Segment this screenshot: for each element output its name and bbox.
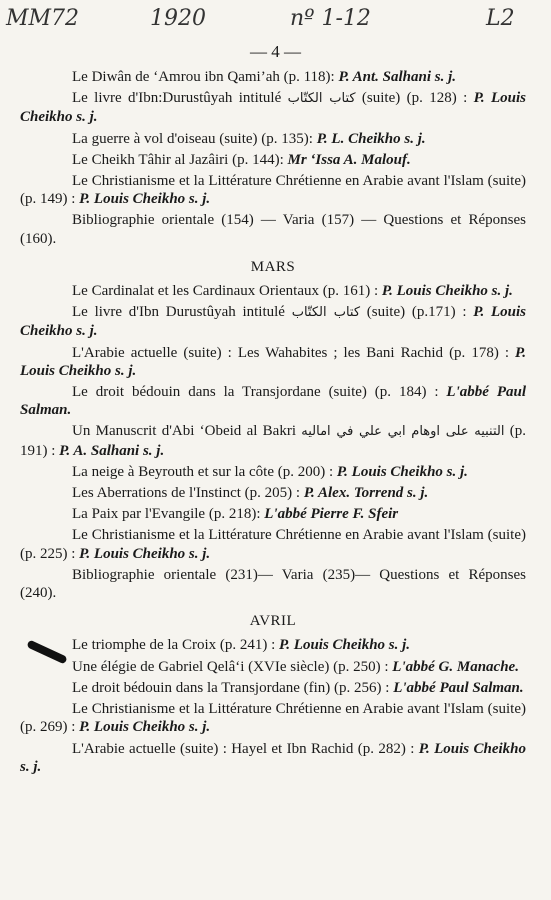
toc-entry: [20, 740, 526, 776]
entry-title: L'Arabie actuelle (suite) : Hayel et Ibn Rachid (p. 282) :: [72, 740, 419, 757]
handwritten-issue-range: nº 1-12: [290, 6, 371, 31]
toc-entry: [20, 505, 526, 523]
entry-author: P. Louis Cheikho s. j.: [336, 463, 468, 480]
arabic-title: كتاب الكتّاب: [287, 91, 356, 107]
handwritten-year: 1920: [150, 6, 206, 31]
entry-title: Le droit bédouin dans la Transjordane (suite) (p. 184) :: [72, 384, 447, 401]
entry-title: Bibliographie orientale (231)— Varia (235)— Questions et Réponses (240).: [20, 566, 526, 602]
toc-entry: [20, 130, 526, 148]
entry-author: P. Louis Cheikho s. j.: [79, 719, 211, 736]
toc-entry: [20, 211, 526, 247]
entry-title: Le droit bédouin dans la Transjordane (fin) (p. 256) :: [72, 679, 394, 696]
entry-author: P. Alex. Torrend s. j.: [303, 485, 429, 502]
handwritten-shelf-mark: L2: [486, 6, 515, 31]
entry-author: P. L. Cheikho s. j.: [316, 130, 426, 147]
toc-entry: [20, 700, 526, 736]
toc-entry: [20, 679, 526, 697]
toc-entry: [20, 151, 526, 169]
entry-title-continued: (p. 191) :: [20, 423, 526, 459]
toc-entry: [20, 68, 526, 86]
toc-entry: [20, 383, 526, 419]
toc-entry: [20, 89, 526, 126]
entry-title: Bibliographie orientale (154) — Varia (157) — Questions et Réponses (160).: [20, 212, 526, 247]
entry-author: P. Louis Cheikho s. j.: [20, 344, 526, 379]
entry-author: L'abbé Paul Salman.: [20, 384, 526, 419]
entry-author: P. Louis Cheikho s. j.: [79, 545, 211, 562]
entry-title: Les Aberrations de l'Instinct (p. 205) :: [72, 485, 304, 502]
entry-title: L'Arabie actuelle (suite) : Les Wahabites ; les Bani Rachid (p. 178) :: [72, 344, 516, 361]
toc-entry: [20, 282, 526, 300]
entry-author: P. A. Salhani s. j.: [59, 442, 165, 459]
entry-title: Le triomphe de la Croix (p. 241) :: [72, 637, 280, 654]
arabic-title: التنبيه على اوهام ابي علي في اماليه: [301, 424, 505, 440]
toc-entry: [20, 566, 526, 602]
entry-title: Le Christianisme et la Littérature Chrétienne en Arabie avant l'Islam (suite) (p. 225) :: [20, 527, 526, 562]
entry-author: P. Louis Cheikho s. j.: [279, 637, 411, 654]
toc-entry: [20, 172, 526, 208]
toc-entry: [20, 526, 526, 562]
entry-title: Le Diwân de ‘Amrou ibn Qami’ah (p. 118):: [72, 69, 339, 85]
entry-title-continued: (suite) (p.171) :: [360, 304, 474, 321]
entry-title: Une élégie de Gabriel Qelâ‘i (XVIe siècle) (p. 250) :: [72, 658, 393, 675]
entry-author: L'abbé Pierre F. Sfeir: [264, 506, 399, 523]
entry-title: Le Cardinalat et les Cardinaux Orientaux (p. 161) :: [72, 283, 382, 300]
entry-title: La Paix par l'Evangile (p. 218):: [72, 506, 265, 523]
entry-author: L'abbé G. Manache.: [392, 658, 519, 675]
section-heading: AVRIL: [249, 613, 297, 630]
toc-entry: [20, 422, 526, 459]
entry-author: Mr ‘Issa A. Malouf.: [287, 151, 411, 168]
entry-author: P. Louis Cheikho s. j.: [20, 304, 526, 340]
entry-title: La neige à Beyrouth et sur la côte (p. 200) :: [72, 463, 337, 480]
toc-entry: [20, 463, 526, 481]
handwritten-accession-number: MM72: [6, 6, 80, 31]
entry-title: Le livre d'Ibn Durustûyah intitulé: [72, 304, 292, 321]
entry-author: P. Louis Cheikho s. j.: [381, 283, 513, 300]
entry-author: P. Louis Cheikho s. j.: [20, 90, 526, 126]
entry-title: Le livre d'Ibn:Durustûyah intitulé: [72, 90, 288, 107]
toc-entry: [20, 636, 526, 654]
entry-title: Le Cheikh Tâhir al Jazâiri (p. 144):: [72, 151, 288, 168]
toc-entry: [20, 658, 526, 676]
toc-entry: [20, 303, 526, 340]
entry-author: P. Louis Cheikho s. j.: [79, 191, 211, 208]
entry-author: P. Louis Cheikho s. j.: [20, 740, 527, 775]
toc-entry: [20, 344, 526, 380]
toc-entry: [20, 484, 526, 502]
entry-title-continued: (suite) (p. 128) :: [355, 90, 474, 107]
arabic-title: كتاب الكتّاب: [291, 305, 361, 321]
entry-title: Un Manuscrit d'Abi ‘Obeid al Bakri: [72, 423, 302, 440]
section-heading: MARS: [250, 258, 296, 275]
entry-title: Le Christianisme et la Littérature Chrétienne en Arabie avant l'Islam (suite) (p. 269) :: [20, 701, 526, 736]
entry-title: La guerre à vol d'oiseau (suite) (p. 135):: [72, 130, 317, 147]
entry-author: L'abbé Paul Salman.: [393, 679, 524, 696]
entry-title: Le Christianisme et la Littérature Chrétienne en Arabie avant l'Islam (suite) (p. 149) :: [20, 173, 526, 208]
table-of-contents: [20, 68, 526, 779]
page-number: — 4 —: [250, 42, 301, 61]
entry-author: P. Ant. Salhani s. j.: [338, 69, 457, 85]
